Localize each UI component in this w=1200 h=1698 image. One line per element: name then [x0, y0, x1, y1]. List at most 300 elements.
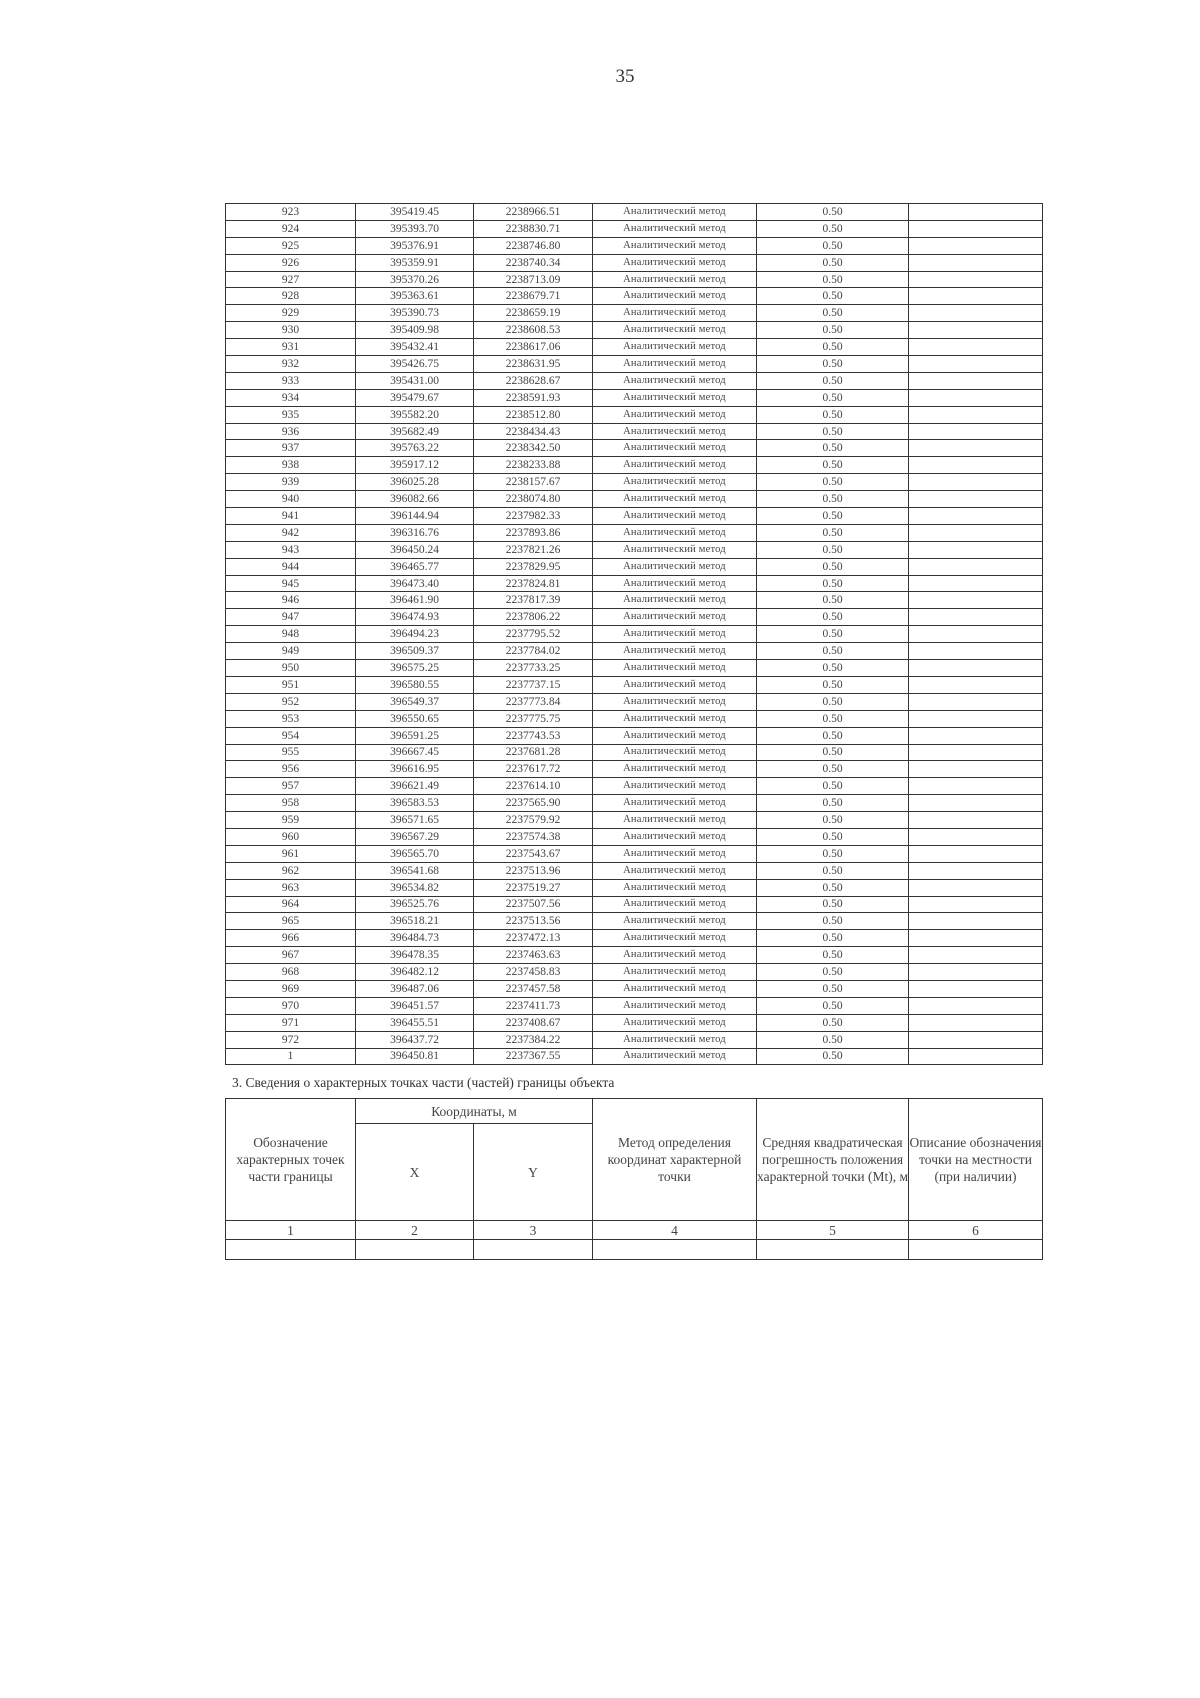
cell-method: Аналитический метод [593, 1014, 757, 1031]
cell-error: 0.50 [757, 862, 909, 879]
cell-description [909, 828, 1043, 845]
cell-y-coordinate: 2238628.67 [474, 372, 593, 389]
cell-description [909, 423, 1043, 440]
cell-method: Аналитический метод [593, 930, 757, 947]
table-row [226, 592, 1043, 609]
cell-y-coordinate: 2238740.34 [474, 254, 593, 271]
cell-point-id: 933 [226, 372, 356, 389]
cell-point-id: 955 [226, 744, 356, 761]
table-row [226, 457, 1043, 474]
table-row [226, 406, 1043, 423]
cell-error: 0.50 [757, 271, 909, 288]
cell-description [909, 997, 1043, 1014]
cell-x-coordinate: 396487.06 [356, 980, 474, 997]
cell-method: Аналитический метод [593, 372, 757, 389]
cell-description [909, 778, 1043, 795]
cell-description [909, 1048, 1043, 1065]
cell-point-id: 926 [226, 254, 356, 271]
cell-point-id: 969 [226, 980, 356, 997]
cell-y-coordinate: 2238631.95 [474, 356, 593, 373]
cell-x-coordinate: 396465.77 [356, 558, 474, 575]
cell-x-coordinate: 395409.98 [356, 322, 474, 339]
cell-point-id: 924 [226, 220, 356, 237]
cell-method: Аналитический метод [593, 541, 757, 558]
cell-x-coordinate: 396144.94 [356, 508, 474, 525]
table-row [226, 778, 1043, 795]
cell-y-coordinate: 2238713.09 [474, 271, 593, 288]
cell-point-id: 935 [226, 406, 356, 423]
cell-method: Аналитический метод [593, 862, 757, 879]
cell-y-coordinate: 2237893.86 [474, 524, 593, 541]
cell-y-coordinate: 2237519.27 [474, 879, 593, 896]
table-row [226, 812, 1043, 829]
cell-point-id: 929 [226, 305, 356, 322]
cell-point-id: 939 [226, 474, 356, 491]
section-title: 3. Сведения о характерных точках части (частей) границы объекта [232, 1075, 615, 1090]
cell-error: 0.50 [757, 558, 909, 575]
cell-error: 0.50 [757, 997, 909, 1014]
cell-description [909, 1031, 1043, 1048]
cell-x-coordinate: 395432.41 [356, 339, 474, 356]
cell-y-coordinate: 2238617.06 [474, 339, 593, 356]
cell-point-id: 950 [226, 660, 356, 677]
cell-description [909, 271, 1043, 288]
cell-y-coordinate: 2237543.67 [474, 845, 593, 862]
header-designation: Обозначение характерных точек части границы [226, 1099, 356, 1221]
cell-y-coordinate: 2238434.43 [474, 423, 593, 440]
cell-x-coordinate: 396575.25 [356, 660, 474, 677]
cell-y-coordinate: 2237829.95 [474, 558, 593, 575]
cell-point-id: 959 [226, 812, 356, 829]
cell-point-id: 952 [226, 693, 356, 710]
cell-error: 0.50 [757, 778, 909, 795]
cell-point-id: 971 [226, 1014, 356, 1031]
cell-x-coordinate: 395370.26 [356, 271, 474, 288]
cell-description [909, 356, 1043, 373]
cell-method: Аналитический метод [593, 254, 757, 271]
cell-point-id: 972 [226, 1031, 356, 1048]
cell-y-coordinate: 2237617.72 [474, 761, 593, 778]
cell-method: Аналитический метод [593, 828, 757, 845]
cell-point-id: 960 [226, 828, 356, 845]
cell-method: Аналитический метод [593, 845, 757, 862]
cell-point-id: 927 [226, 271, 356, 288]
table-row [226, 879, 1043, 896]
cell-point-id: 944 [226, 558, 356, 575]
table-row [226, 575, 1043, 592]
cell-error: 0.50 [757, 727, 909, 744]
cell-point-id: 937 [226, 440, 356, 457]
table-row [226, 997, 1043, 1014]
cell-description [909, 322, 1043, 339]
table-row [226, 643, 1043, 660]
cell-description [909, 491, 1043, 508]
table-row [226, 1048, 1043, 1065]
cell-description [909, 254, 1043, 271]
cell-description [909, 896, 1043, 913]
cell-x-coordinate: 396571.65 [356, 812, 474, 829]
cell-description [909, 372, 1043, 389]
table-row [226, 288, 1043, 305]
cell-y-coordinate: 2237457.58 [474, 980, 593, 997]
table-row [226, 862, 1043, 879]
cell-error: 0.50 [757, 237, 909, 254]
cell-x-coordinate: 396478.35 [356, 947, 474, 964]
cell-point-id: 951 [226, 676, 356, 693]
table-row [226, 322, 1043, 339]
empty-cell [474, 1240, 593, 1260]
cell-y-coordinate: 2237817.39 [474, 592, 593, 609]
cell-method: Аналитический метод [593, 778, 757, 795]
cell-x-coordinate: 396583.53 [356, 795, 474, 812]
cell-method: Аналитический метод [593, 305, 757, 322]
cell-x-coordinate: 395359.91 [356, 254, 474, 271]
header-method: Метод определения координат характерной точки [593, 1099, 757, 1221]
cell-method: Аналитический метод [593, 524, 757, 541]
cell-description [909, 575, 1043, 592]
cell-error: 0.50 [757, 761, 909, 778]
cell-error: 0.50 [757, 845, 909, 862]
cell-error: 0.50 [757, 356, 909, 373]
cell-description [909, 541, 1043, 558]
cell-x-coordinate: 395763.22 [356, 440, 474, 457]
column-number: 4 [593, 1221, 757, 1240]
table-row [226, 896, 1043, 913]
empty-cell [593, 1240, 757, 1260]
cell-description [909, 845, 1043, 862]
table-row [226, 558, 1043, 575]
cell-x-coordinate: 396567.29 [356, 828, 474, 845]
table-row [226, 541, 1043, 558]
cell-description [909, 592, 1043, 609]
cell-error: 0.50 [757, 406, 909, 423]
table-row [226, 220, 1043, 237]
header-y: Y [474, 1124, 593, 1221]
cell-error: 0.50 [757, 288, 909, 305]
cell-point-id: 954 [226, 727, 356, 744]
table-row [226, 626, 1043, 643]
cell-x-coordinate: 396549.37 [356, 693, 474, 710]
cell-y-coordinate: 2237821.26 [474, 541, 593, 558]
cell-y-coordinate: 2237737.15 [474, 676, 593, 693]
cell-description [909, 812, 1043, 829]
table-row [226, 491, 1043, 508]
cell-description [909, 930, 1043, 947]
table-row [226, 727, 1043, 744]
cell-error: 0.50 [757, 372, 909, 389]
cell-error: 0.50 [757, 930, 909, 947]
cell-point-id: 953 [226, 710, 356, 727]
table-row [226, 423, 1043, 440]
table-row [226, 1014, 1043, 1031]
cell-x-coordinate: 396525.76 [356, 896, 474, 913]
table-row [226, 1031, 1043, 1048]
cell-point-id: 1 [226, 1048, 356, 1065]
cell-description [909, 676, 1043, 693]
cell-y-coordinate: 2237681.28 [474, 744, 593, 761]
cell-y-coordinate: 2238342.50 [474, 440, 593, 457]
table-row [226, 930, 1043, 947]
cell-y-coordinate: 2237784.02 [474, 643, 593, 660]
table-row [226, 305, 1043, 322]
cell-x-coordinate: 396451.57 [356, 997, 474, 1014]
cell-description [909, 947, 1043, 964]
part-boundary-table [225, 1098, 1043, 1260]
cell-method: Аналитический метод [593, 980, 757, 997]
cell-description [909, 440, 1043, 457]
cell-error: 0.50 [757, 795, 909, 812]
table-row [226, 980, 1043, 997]
cell-y-coordinate: 2237806.22 [474, 609, 593, 626]
cell-method: Аналитический метод [593, 339, 757, 356]
cell-method: Аналитический метод [593, 491, 757, 508]
cell-point-id: 958 [226, 795, 356, 812]
cell-point-id: 961 [226, 845, 356, 862]
cell-y-coordinate: 2237472.13 [474, 930, 593, 947]
cell-x-coordinate: 396565.70 [356, 845, 474, 862]
cell-method: Аналитический метод [593, 271, 757, 288]
cell-description [909, 288, 1043, 305]
cell-error: 0.50 [757, 812, 909, 829]
cell-error: 0.50 [757, 896, 909, 913]
cell-point-id: 941 [226, 508, 356, 525]
cell-description [909, 237, 1043, 254]
table-row [226, 795, 1043, 812]
cell-method: Аналитический метод [593, 626, 757, 643]
table-row [226, 389, 1043, 406]
cell-description [909, 744, 1043, 761]
cell-y-coordinate: 2237733.25 [474, 660, 593, 677]
cell-description [909, 862, 1043, 879]
header-error: Средняя квадратическая погрешность положения характерной точки (Mt), м [757, 1099, 909, 1221]
cell-x-coordinate: 396494.23 [356, 626, 474, 643]
cell-x-coordinate: 396621.49 [356, 778, 474, 795]
cell-x-coordinate: 395682.49 [356, 423, 474, 440]
cell-point-id: 947 [226, 609, 356, 626]
points-table-body [226, 204, 1043, 1065]
cell-method: Аналитический метод [593, 727, 757, 744]
cell-description [909, 457, 1043, 474]
cell-point-id: 936 [226, 423, 356, 440]
cell-method: Аналитический метод [593, 879, 757, 896]
cell-error: 0.50 [757, 609, 909, 626]
cell-y-coordinate: 2237565.90 [474, 795, 593, 812]
cell-error: 0.50 [757, 220, 909, 237]
cell-point-id: 940 [226, 491, 356, 508]
cell-y-coordinate: 2237458.83 [474, 964, 593, 981]
cell-y-coordinate: 2237411.73 [474, 997, 593, 1014]
cell-point-id: 934 [226, 389, 356, 406]
cell-error: 0.50 [757, 508, 909, 525]
cell-method: Аналитический метод [593, 508, 757, 525]
cell-point-id: 957 [226, 778, 356, 795]
cell-x-coordinate: 395393.70 [356, 220, 474, 237]
cell-x-coordinate: 396450.81 [356, 1048, 474, 1065]
cell-x-coordinate: 396550.65 [356, 710, 474, 727]
cell-error: 0.50 [757, 693, 909, 710]
cell-point-id: 942 [226, 524, 356, 541]
cell-x-coordinate: 395419.45 [356, 204, 474, 221]
column-number: 1 [226, 1221, 356, 1240]
table-row [226, 254, 1043, 271]
cell-y-coordinate: 2237775.75 [474, 710, 593, 727]
cell-description [909, 693, 1043, 710]
table-row [226, 474, 1043, 491]
cell-x-coordinate: 395390.73 [356, 305, 474, 322]
cell-error: 0.50 [757, 423, 909, 440]
table-row [226, 508, 1043, 525]
cell-description [909, 508, 1043, 525]
cell-x-coordinate: 396082.66 [356, 491, 474, 508]
cell-y-coordinate: 2237384.22 [474, 1031, 593, 1048]
empty-cell [757, 1240, 909, 1260]
table-row [226, 204, 1043, 221]
empty-cell [356, 1240, 474, 1260]
cell-error: 0.50 [757, 660, 909, 677]
table-row [226, 947, 1043, 964]
cell-error: 0.50 [757, 204, 909, 221]
table-row [226, 964, 1043, 981]
cell-y-coordinate: 2238074.80 [474, 491, 593, 508]
cell-description [909, 406, 1043, 423]
cell-x-coordinate: 395431.00 [356, 372, 474, 389]
empty-cell [226, 1240, 356, 1260]
cell-y-coordinate: 2237773.84 [474, 693, 593, 710]
cell-y-coordinate: 2237507.56 [474, 896, 593, 913]
cell-point-id: 923 [226, 204, 356, 221]
table-row [226, 693, 1043, 710]
cell-method: Аналитический метод [593, 423, 757, 440]
cell-x-coordinate: 396667.45 [356, 744, 474, 761]
table-row [226, 339, 1043, 356]
table-row [226, 356, 1043, 373]
cell-method: Аналитический метод [593, 440, 757, 457]
cell-error: 0.50 [757, 592, 909, 609]
cell-point-id: 930 [226, 322, 356, 339]
cell-error: 0.50 [757, 1014, 909, 1031]
cell-method: Аналитический метод [593, 389, 757, 406]
cell-y-coordinate: 2237463.63 [474, 947, 593, 964]
cell-y-coordinate: 2237574.38 [474, 828, 593, 845]
cell-method: Аналитический метод [593, 474, 757, 491]
cell-x-coordinate: 395376.91 [356, 237, 474, 254]
cell-error: 0.50 [757, 1031, 909, 1048]
cell-error: 0.50 [757, 744, 909, 761]
cell-point-id: 946 [226, 592, 356, 609]
cell-method: Аналитический метод [593, 1048, 757, 1065]
cell-description [909, 727, 1043, 744]
cell-description [909, 339, 1043, 356]
cell-x-coordinate: 396482.12 [356, 964, 474, 981]
column-number: 2 [356, 1221, 474, 1240]
cell-point-id: 966 [226, 930, 356, 947]
cell-description [909, 980, 1043, 997]
points-table [225, 203, 1043, 1065]
cell-description [909, 710, 1043, 727]
table-row [226, 271, 1043, 288]
cell-x-coordinate: 396461.90 [356, 592, 474, 609]
cell-point-id: 931 [226, 339, 356, 356]
cell-x-coordinate: 395363.61 [356, 288, 474, 305]
cell-method: Аналитический метод [593, 592, 757, 609]
cell-description [909, 474, 1043, 491]
cell-error: 0.50 [757, 643, 909, 660]
cell-y-coordinate: 2237982.33 [474, 508, 593, 525]
table-row [226, 845, 1043, 862]
cell-description [909, 220, 1043, 237]
cell-point-id: 967 [226, 947, 356, 964]
cell-y-coordinate: 2238746.80 [474, 237, 593, 254]
cell-y-coordinate: 2238659.19 [474, 305, 593, 322]
cell-error: 0.50 [757, 339, 909, 356]
cell-error: 0.50 [757, 575, 909, 592]
cell-y-coordinate: 2238608.53 [474, 322, 593, 339]
cell-x-coordinate: 396616.95 [356, 761, 474, 778]
cell-y-coordinate: 2237513.96 [474, 862, 593, 879]
cell-x-coordinate: 395582.20 [356, 406, 474, 423]
cell-x-coordinate: 396474.93 [356, 609, 474, 626]
cell-y-coordinate: 2238966.51 [474, 204, 593, 221]
cell-x-coordinate: 396484.73 [356, 930, 474, 947]
cell-point-id: 928 [226, 288, 356, 305]
cell-x-coordinate: 396455.51 [356, 1014, 474, 1031]
cell-x-coordinate: 396591.25 [356, 727, 474, 744]
table-row [226, 913, 1043, 930]
cell-method: Аналитический метод [593, 220, 757, 237]
cell-x-coordinate: 395917.12 [356, 457, 474, 474]
table-row [226, 761, 1043, 778]
cell-error: 0.50 [757, 980, 909, 997]
cell-method: Аналитический метод [593, 575, 757, 592]
cell-method: Аналитический метод [593, 609, 757, 626]
cell-description [909, 389, 1043, 406]
header-coordinates: Координаты, м [356, 1099, 593, 1124]
cell-point-id: 943 [226, 541, 356, 558]
cell-y-coordinate: 2237408.67 [474, 1014, 593, 1031]
cell-point-id: 956 [226, 761, 356, 778]
cell-method: Аналитический метод [593, 457, 757, 474]
cell-error: 0.50 [757, 828, 909, 845]
cell-method: Аналитический метод [593, 643, 757, 660]
cell-method: Аналитический метод [593, 676, 757, 693]
cell-description [909, 761, 1043, 778]
table-row [226, 372, 1043, 389]
cell-error: 0.50 [757, 457, 909, 474]
cell-error: 0.50 [757, 710, 909, 727]
cell-x-coordinate: 396437.72 [356, 1031, 474, 1048]
column-number: 6 [909, 1221, 1043, 1240]
cell-error: 0.50 [757, 676, 909, 693]
cell-description [909, 643, 1043, 660]
cell-x-coordinate: 396541.68 [356, 862, 474, 879]
cell-method: Аналитический метод [593, 812, 757, 829]
cell-error: 0.50 [757, 322, 909, 339]
cell-point-id: 964 [226, 896, 356, 913]
cell-y-coordinate: 2237795.52 [474, 626, 593, 643]
cell-method: Аналитический метод [593, 406, 757, 423]
cell-description [909, 1014, 1043, 1031]
cell-y-coordinate: 2237579.92 [474, 812, 593, 829]
cell-y-coordinate: 2237513.56 [474, 913, 593, 930]
cell-error: 0.50 [757, 440, 909, 457]
cell-x-coordinate: 395479.67 [356, 389, 474, 406]
cell-method: Аналитический метод [593, 693, 757, 710]
cell-description [909, 964, 1043, 981]
cell-x-coordinate: 396534.82 [356, 879, 474, 896]
cell-error: 0.50 [757, 947, 909, 964]
cell-error: 0.50 [757, 913, 909, 930]
cell-method: Аналитический метод [593, 558, 757, 575]
